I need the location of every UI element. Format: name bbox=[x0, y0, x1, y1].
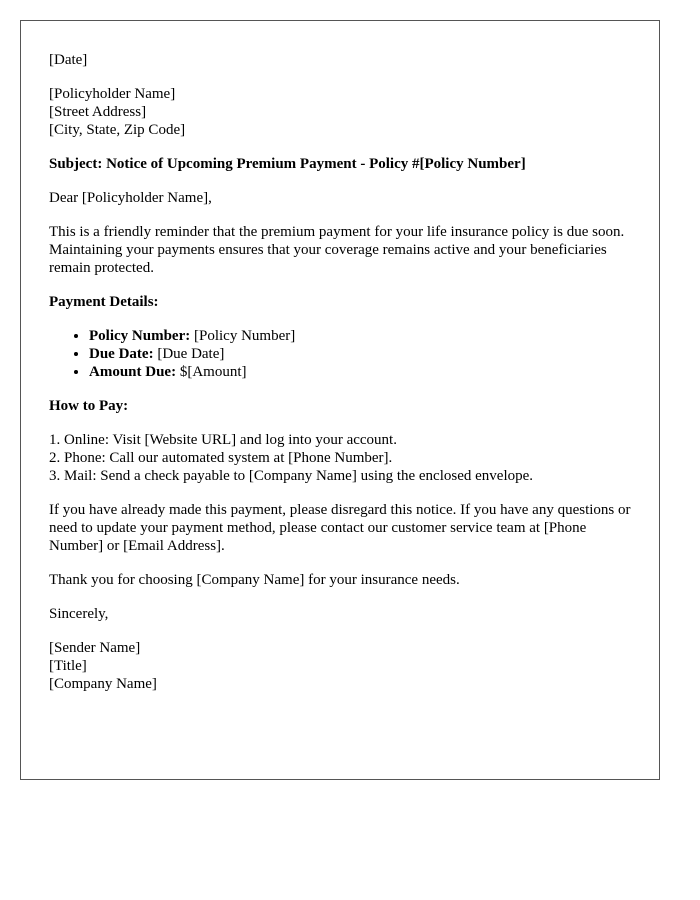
recipient-name: [Policyholder Name] bbox=[49, 86, 176, 102]
how-to-pay-steps bbox=[49, 431, 631, 485]
intro-paragraph: This is a friendly reminder that the premium payment for your life insurance policy is due soon. Maintaining your payments ensures that your coverage remains active and your beneficiaries remain protected. bbox=[49, 224, 625, 276]
letter-date bbox=[49, 51, 631, 69]
pay-step-online: 1. Online: Visit [Website URL] and log into your account. bbox=[49, 432, 397, 448]
disregard-paragraph: If you have already made this payment, please disregard this notice. If you have any questions or need to update your payment method, please contact our customer service team at [Phone Number] or [Email Address]. bbox=[49, 502, 631, 554]
sender-company: [Company Name] bbox=[49, 676, 157, 692]
pay-step-mail: 3. Mail: Send a check payable to [Company Name] using the enclosed envelope. bbox=[49, 468, 534, 484]
policy-number-value: [Policy Number] bbox=[190, 328, 296, 344]
due-date-label: Due Date: bbox=[89, 346, 154, 362]
recipient-city-state-zip: [City, State, Zip Code] bbox=[49, 122, 186, 138]
closing: Sincerely, bbox=[49, 606, 109, 622]
payment-details-list bbox=[49, 327, 631, 381]
recipient-street: [Street Address] bbox=[49, 104, 147, 120]
amount-due-value: $[Amount] bbox=[176, 364, 247, 380]
pay-step-phone: 2. Phone: Call our automated system at [Phone Number]. bbox=[49, 450, 393, 466]
policy-number-label: Policy Number: bbox=[89, 328, 191, 344]
signature-block bbox=[49, 639, 631, 693]
payment-details-heading: Payment Details: bbox=[49, 294, 159, 310]
payment-detail-amount-due bbox=[89, 363, 631, 381]
thanks-paragraph: Thank you for choosing [Company Name] for your insurance needs. bbox=[49, 572, 460, 588]
payment-detail-policy-number bbox=[89, 327, 631, 345]
date-text: [Date] bbox=[49, 52, 88, 68]
salutation: Dear [Policyholder Name], bbox=[49, 190, 212, 206]
due-date-value: [Due Date] bbox=[153, 346, 225, 362]
payment-detail-due-date bbox=[89, 345, 631, 363]
recipient-address bbox=[49, 85, 631, 139]
sender-name: [Sender Name] bbox=[49, 640, 141, 656]
sender-title: [Title] bbox=[49, 658, 87, 674]
how-to-pay-heading: How to Pay: bbox=[49, 398, 129, 414]
letter-frame bbox=[20, 20, 660, 780]
amount-due-label: Amount Due: bbox=[89, 364, 177, 380]
subject-line: Subject: Notice of Upcoming Premium Payment - Policy #[Policy Number] bbox=[49, 156, 526, 172]
